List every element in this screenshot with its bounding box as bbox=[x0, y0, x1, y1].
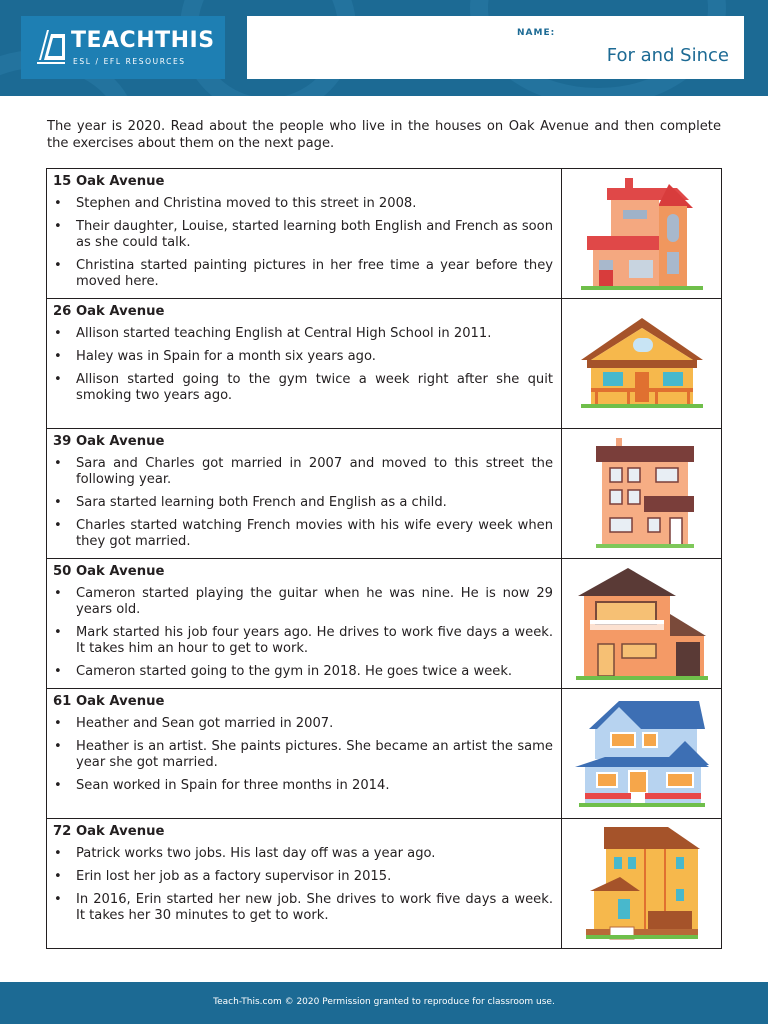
name-field[interactable] bbox=[247, 16, 744, 79]
house-picture-cell bbox=[562, 429, 722, 559]
list-item: • Christina started painting pictures in her free time a year before they moved here. bbox=[53, 258, 553, 290]
list-item: • Sean worked in Spain for three months in 2014. bbox=[53, 778, 553, 794]
list-item: • Sara started learning both French and English as a child. bbox=[53, 495, 553, 511]
name-label: NAME: bbox=[517, 28, 556, 38]
house-picture-cell bbox=[562, 689, 722, 819]
fact-list bbox=[53, 326, 553, 404]
list-item: • Charles started watching French movies with his wife every week when they got married. bbox=[53, 518, 553, 550]
list-item: • Haley was in Spain for a month six years ago. bbox=[53, 349, 553, 365]
table-row bbox=[47, 559, 722, 689]
house-picture-cell bbox=[562, 819, 722, 949]
house-illustration bbox=[576, 568, 708, 680]
fact-list bbox=[53, 846, 553, 924]
list-item: • Heather and Sean got married in 2007. bbox=[53, 716, 553, 732]
list-item: • Allison started going to the gym twice a week right after she quit smoking two years ago. bbox=[53, 372, 553, 404]
house-info bbox=[47, 429, 562, 559]
list-item: • Erin lost her job as a factory supervisor in 2015. bbox=[53, 869, 553, 885]
footer-text: Teach-This.com © 2020 Permission granted to reproduce for classroom use. bbox=[213, 997, 555, 1007]
logo-title: TEACHTHIS bbox=[71, 28, 215, 53]
table-row bbox=[47, 299, 722, 429]
header-banner bbox=[0, 0, 768, 96]
table-row bbox=[47, 689, 722, 819]
house-illustration bbox=[575, 697, 709, 811]
book-icon bbox=[35, 26, 67, 66]
house-address: 72 Oak Avenue bbox=[53, 824, 165, 839]
logo-subtitle: ESL / EFL RESOURCES bbox=[73, 57, 186, 66]
house-info bbox=[47, 819, 562, 949]
house-illustration bbox=[577, 178, 707, 290]
house-address: 61 Oak Avenue bbox=[53, 694, 165, 709]
house-illustration bbox=[577, 316, 707, 412]
house-illustration bbox=[590, 438, 694, 550]
worksheet-title: For and Since bbox=[606, 45, 729, 66]
list-item: • Cameron started going to the gym in 2018. He goes twice a week. bbox=[53, 664, 553, 680]
list-item: • Stephen and Christina moved to this street in 2008. bbox=[53, 196, 553, 212]
house-picture-cell bbox=[562, 299, 722, 429]
house-info bbox=[47, 689, 562, 819]
house-info bbox=[47, 169, 562, 299]
list-item: • Sara and Charles got married in 2007 and moved to this street the following year. bbox=[53, 456, 553, 488]
table-row bbox=[47, 429, 722, 559]
footer-banner bbox=[0, 982, 768, 1024]
fact-list bbox=[53, 716, 553, 794]
table-row bbox=[47, 819, 722, 949]
house-picture-cell bbox=[562, 559, 722, 689]
house-info bbox=[47, 559, 562, 689]
list-item: • In 2016, Erin started her new job. She drives to work five days a week. It takes her 30 minutes to get to work. bbox=[53, 892, 553, 924]
intro-text: The year is 2020. Read about the people who live in the houses on Oak Avenue and then complete the exercises about them on the next page. bbox=[47, 119, 721, 151]
house-address: 26 Oak Avenue bbox=[53, 304, 165, 319]
house-illustration bbox=[584, 827, 700, 941]
fact-list bbox=[53, 586, 553, 680]
fact-list bbox=[53, 196, 553, 290]
houses-table bbox=[46, 168, 722, 949]
house-address: 50 Oak Avenue bbox=[53, 564, 165, 579]
list-item: • Cameron started playing the guitar when he was nine. He is now 29 years old. bbox=[53, 586, 553, 618]
table-row bbox=[47, 169, 722, 299]
list-item: • Mark started his job four years ago. He drives to work five days a week. It takes him an hour to get to work. bbox=[53, 625, 553, 657]
house-info bbox=[47, 299, 562, 429]
list-item: • Heather is an artist. She paints pictures. She became an artist the same year she got married. bbox=[53, 739, 553, 771]
house-picture-cell bbox=[562, 169, 722, 299]
house-address: 15 Oak Avenue bbox=[53, 174, 165, 189]
logo[interactable] bbox=[21, 16, 225, 79]
list-item: • Their daughter, Louise, started learning both English and French as soon as she could talk. bbox=[53, 219, 553, 251]
list-item: • Allison started teaching English at Central High School in 2011. bbox=[53, 326, 553, 342]
house-address: 39 Oak Avenue bbox=[53, 434, 165, 449]
list-item: • Patrick works two jobs. His last day off was a year ago. bbox=[53, 846, 553, 862]
fact-list bbox=[53, 456, 553, 550]
